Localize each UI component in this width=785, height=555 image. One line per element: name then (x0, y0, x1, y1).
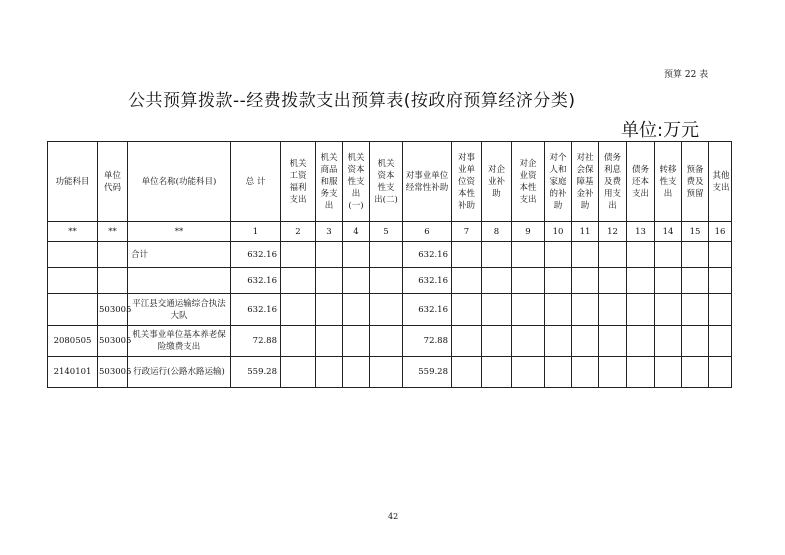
unit-name-cell (128, 268, 231, 294)
col-header-6: 对事业单位经常性补助 (403, 142, 452, 222)
col-header-2: 机关工资福利支出 (281, 142, 316, 222)
page-number: 42 (388, 512, 399, 521)
col-header-11: 对社会保障基金补助 (572, 142, 599, 222)
index-cell: 2 (281, 222, 316, 242)
col-header-3: 机关商品和服务支出 (316, 142, 343, 222)
col-header-15: 预备费及预留 (682, 142, 709, 222)
col-header-func-code: 功能科目 (48, 142, 98, 222)
col-header-12: 债务利息及费用支出 (599, 142, 627, 222)
index-cell: 1 (231, 222, 281, 242)
table-row (48, 268, 732, 294)
unit-code-cell (98, 242, 128, 268)
table-row (48, 357, 732, 388)
unit-name-cell: 合计 (128, 242, 231, 268)
index-cell: 14 (655, 222, 682, 242)
index-cell: 9 (512, 222, 545, 242)
unit-code-cell: 503005 (98, 294, 128, 326)
col-header-16: 其他支出 (709, 142, 732, 222)
col-header-unit-code: 单位代码 (98, 142, 128, 222)
unit-name-cell: 行政运行(公路水路运输) (128, 357, 231, 388)
unit-name-cell: 平江县交通运输综合执法大队 (128, 294, 231, 326)
unit-code-cell: 503005 (98, 357, 128, 388)
page-title: 公共预算拨款--经费拨款支出预算表(按政府预算经济分类) (128, 91, 576, 111)
index-cell: ** (48, 222, 98, 242)
index-cell: 6 (403, 222, 452, 242)
func-code-cell: 2080505 (48, 326, 98, 357)
func-code-cell (48, 268, 98, 294)
unit-name-cell: 机关事业单位基本养老保险缴费支出 (128, 326, 231, 357)
col-header-10: 对个人和家庭的补助 (545, 142, 572, 222)
unit-code-cell (98, 268, 128, 294)
col-header-4: 机关资本性支出(一) (343, 142, 370, 222)
func-code-cell (48, 242, 98, 268)
index-cell: 16 (709, 222, 732, 242)
index-row (48, 222, 732, 242)
table-row (48, 294, 732, 326)
index-cell: 5 (370, 222, 403, 242)
total-cell: 72.88 (231, 326, 281, 357)
col6-cell: 72.88 (403, 326, 452, 357)
index-cell: 15 (682, 222, 709, 242)
index-cell: 7 (452, 222, 482, 242)
total-cell: 632.16 (231, 268, 281, 294)
index-cell: 10 (545, 222, 572, 242)
func-code-cell: 2140101 (48, 357, 98, 388)
unit-code-cell: 503005 (98, 326, 128, 357)
total-cell: 632.16 (231, 294, 281, 326)
col-header-7: 对事业单位资本性补助 (452, 142, 482, 222)
col6-cell: 632.16 (403, 268, 452, 294)
index-cell: 8 (482, 222, 512, 242)
col-header-8: 对企业补助 (482, 142, 512, 222)
col-header-14: 转移性支出 (655, 142, 682, 222)
table-row (48, 242, 732, 268)
total-cell: 559.28 (231, 357, 281, 388)
table-row (48, 326, 732, 357)
unit-label: 单位:万元 (621, 120, 700, 141)
col6-cell: 559.28 (403, 357, 452, 388)
header-row (48, 142, 732, 222)
col6-cell: 632.16 (403, 242, 452, 268)
total-cell: 632.16 (231, 242, 281, 268)
index-cell: ** (128, 222, 231, 242)
col-header-13: 债务还本支出 (627, 142, 655, 222)
budget-table (47, 141, 732, 388)
col-header-9: 对企业资本性支出 (512, 142, 545, 222)
col6-cell: 632.16 (403, 294, 452, 326)
index-cell: 13 (627, 222, 655, 242)
index-cell: 4 (343, 222, 370, 242)
index-cell: 11 (572, 222, 599, 242)
index-cell: ** (98, 222, 128, 242)
form-number: 预算 22 表 (664, 70, 709, 80)
col-header-unit-name: 单位名称(功能科目) (128, 142, 231, 222)
col-header-5: 机关资本性支出(二) (370, 142, 403, 222)
func-code-cell (48, 294, 98, 326)
index-cell: 12 (599, 222, 627, 242)
col-header-total: 总 计 (231, 142, 281, 222)
index-cell: 3 (316, 222, 343, 242)
